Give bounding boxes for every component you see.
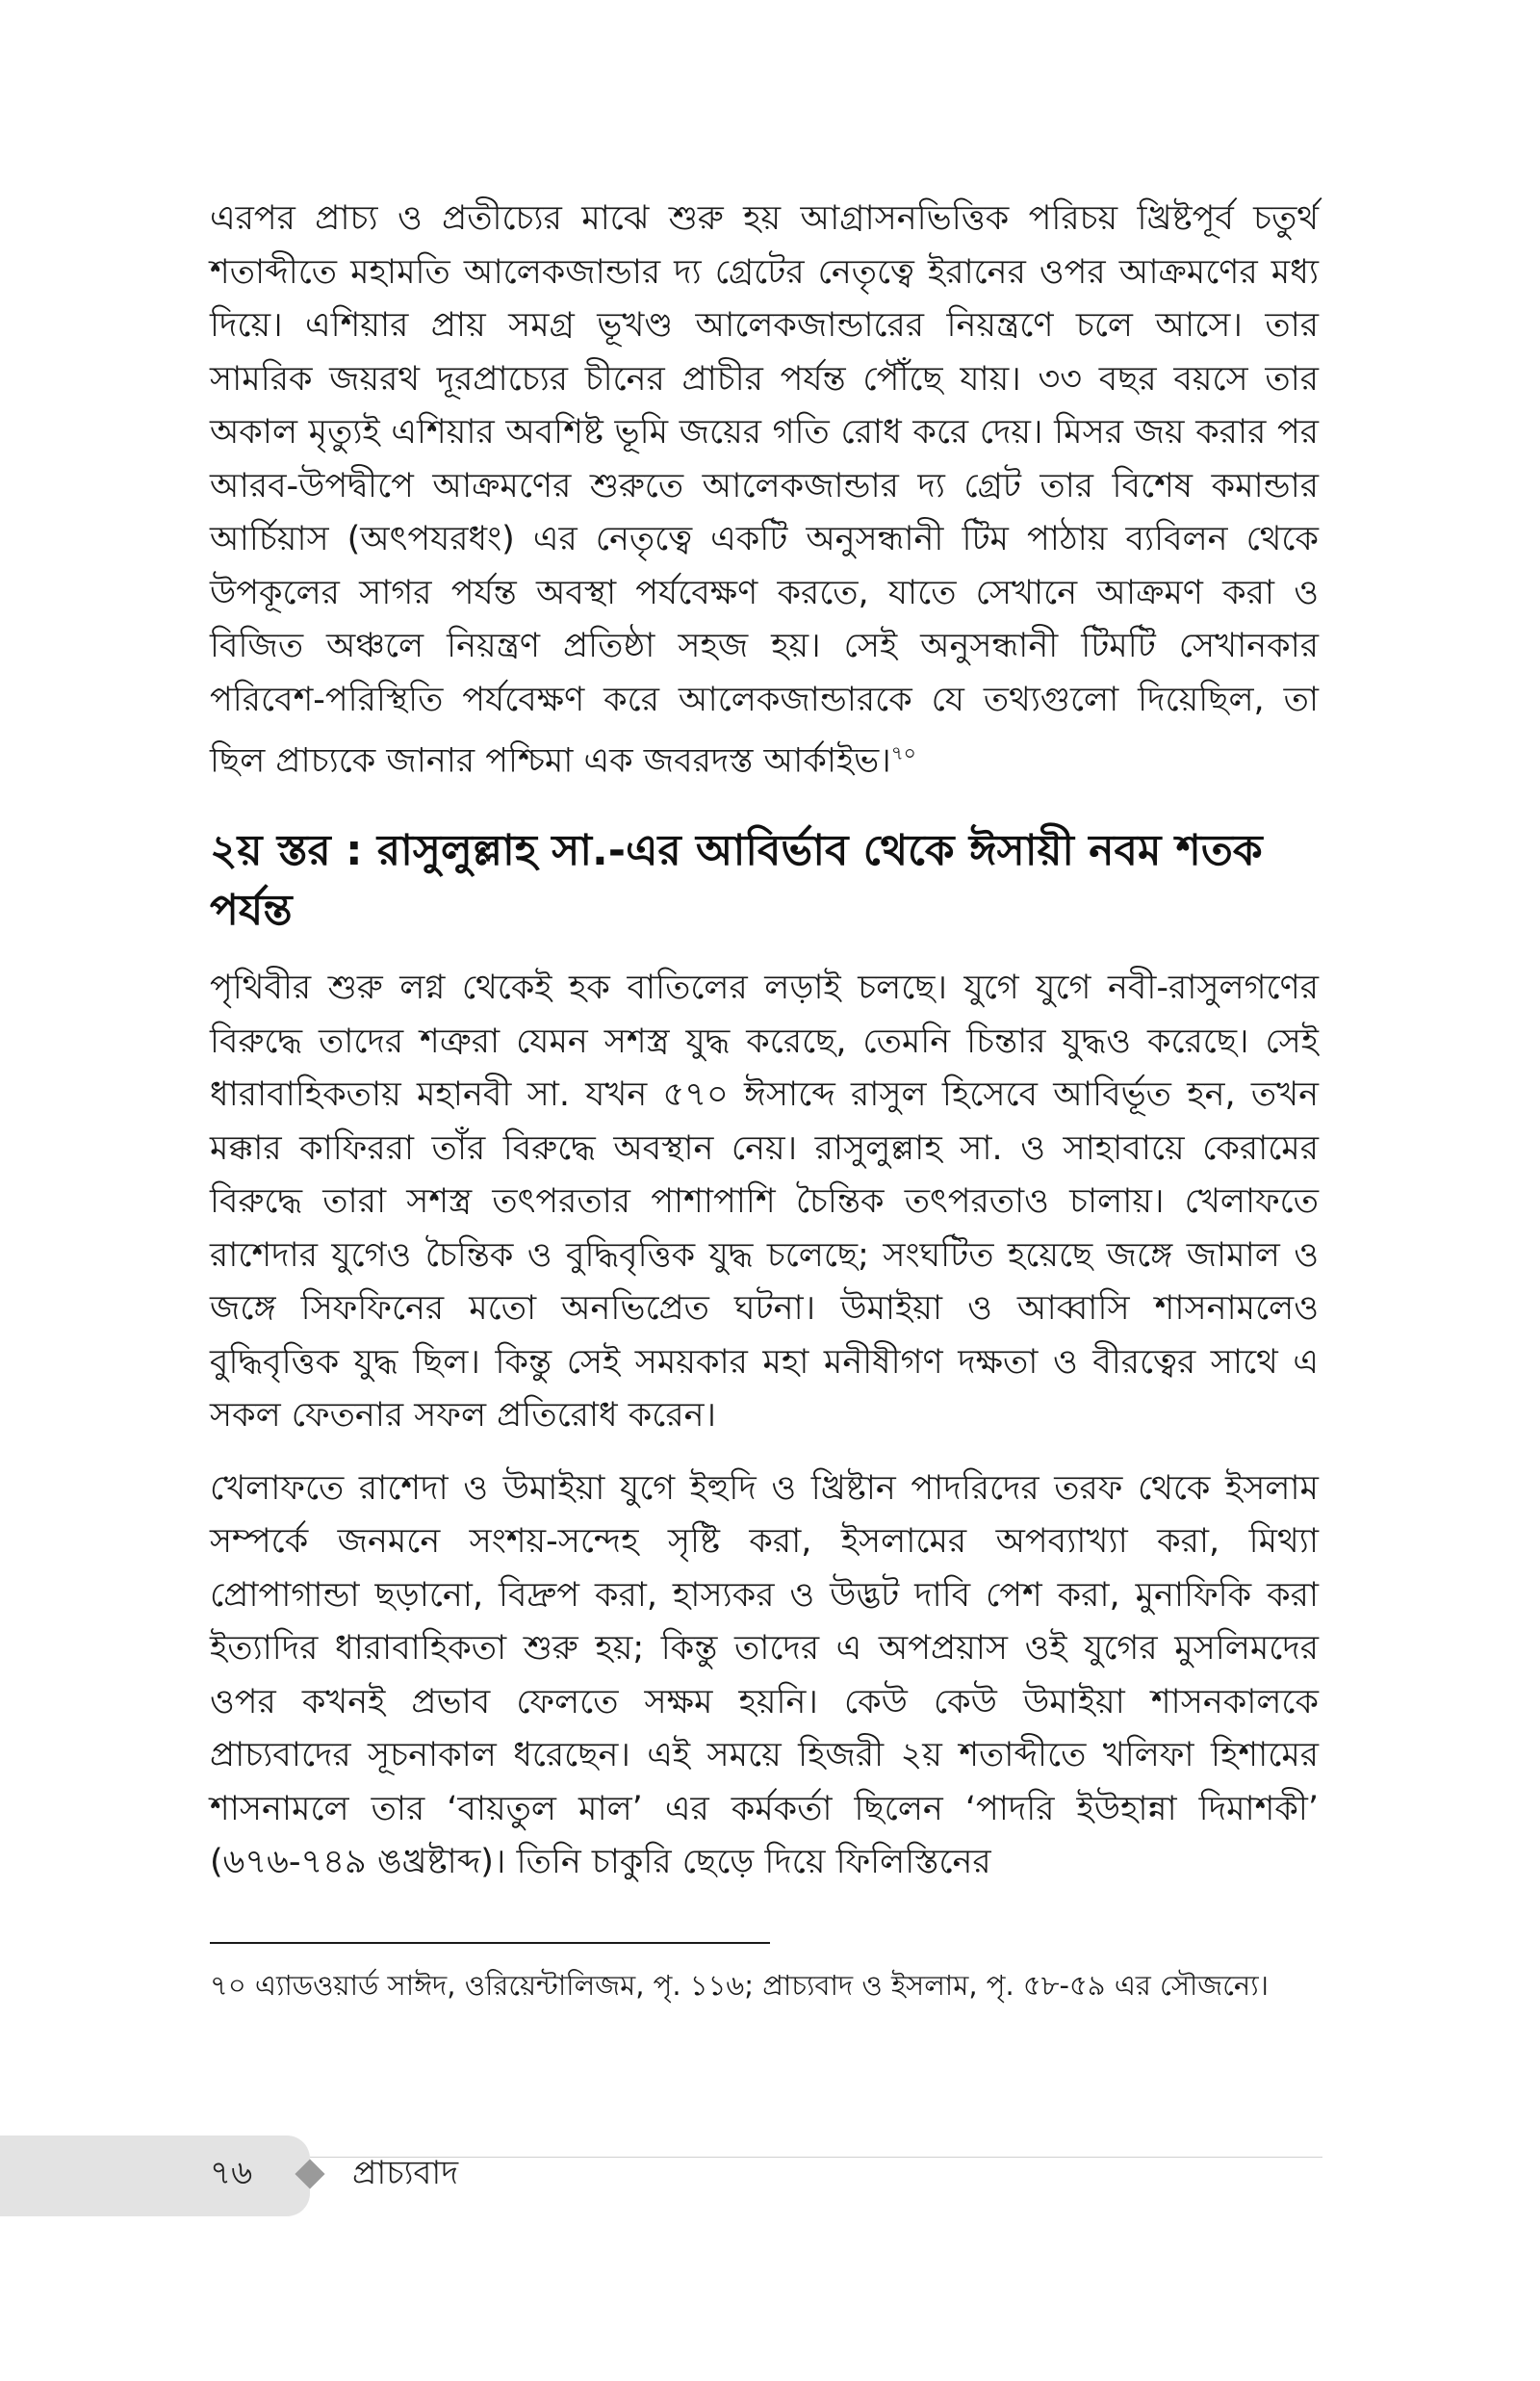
footnote-reference: ৭০ [890,741,916,764]
paragraph-1-text: এরপর প্রাচ্য ও প্রতীচ্যের মাঝে শুরু হয় আগ্রাসনভিত্তিক পরিচয় খ্রিষ্টপূর্ব চতুর্থ শতাব্দীতে মহামতি আলেকজান্ডার দ্য গ্রেটের নেতৃত্বে ইরানের ওপর আক্রমণের মধ্য দিয়ে। এশিয়ার প্রায় সমগ্র ভূখণ্ড আলেকজান্ডারের নিয়ন্ত্রণে চলে আসে। তার সামরিক জয়রথ দূরপ্রাচ্যের চীনের প্রাচীর পর্যন্ত পৌঁছে যায়। ৩৩ বছর বয়সে তার অকাল মৃত্যুই এশিয়ার অবশিষ্ট ভূমি জয়ের গতি রোধ করে দেয়। মিসর জয় করার পর আরব-উপদ্বীপে আক্রমণের শুরুতে আলেকজান্ডার দ্য গ্রেট তার বিশেষ কমান্ডার আর্চিয়াস (অৎপযরধং) এর নেতৃত্বে একটি অনুসন্ধানী টিম পাঠায় ব্যবিলন থেকে উপকূলের সাগর পর্যন্ত অবস্থা পর্যবেক্ষণ করতে, যাতে সেখানে আক্রমণ করা ও বিজিত অঞ্চলে নিয়ন্ত্রণ প্রতিষ্ঠা সহজ হয়। সেই অনুসন্ধানী টিমটি সেখানকার পরিবেশ-পরিস্থিতি পর্যবেক্ষণ করে আলেকজান্ডারকে যে তথ্যগুলো দিয়েছিল, তা ছিল প্রাচ্যকে জানার পশ্চিমা এক জবরদস্ত আর্কাইভ। [210,199,1320,781]
running-title: প্রাচ্যবাদ [352,2154,459,2192]
footnote-divider [210,1942,770,1944]
section-heading: ২য় স্তর : রাসুলুল্লাহ সা.-এর আবির্ভাব থেকে ঈসায়ী নবম শতক পর্যন্ত [210,826,1263,936]
footnote: ৭০ এ্যাডওয়ার্ড সাঈদ, ওরিয়েন্টালিজম, পৃ. ১১৬; প্রাচ্যবাদ ও ইসলাম, পৃ. ৫৮-৫৯ এর সৌজন্যে। [210,1969,1269,2002]
page-number: ৭৬ [210,2154,253,2192]
page-body [210,193,1319,1909]
paragraph-2: পৃথিবীর শুরু লগ্ন থেকেই হক বাতিলের লড়াই চলছে। যুগে যুগে নবী-রাসুলগণের বিরুদ্ধে তাদের শত্রুরা যেমন সশস্ত্র যুদ্ধ করেছে, তেমনি চিন্তার যুদ্ধও করেছে। সেই ধারাবাহিকতায় মহানবী সা. যখন ৫৭০ ঈসাব্দে রাসুল হিসেবে আবির্ভূত হন, তখন মক্কার কাফিররা তাঁর বিরুদ্ধে অবস্থান নেয়। রাসুলুল্লাহ সা. ও সাহাবায়ে কেরামের বিরুদ্ধে তারা সশস্ত্র তৎপরতার পাশাপাশি চৈন্তিক তৎপরতাও চালায়। খেলাফতে রাশেদার যুগেও চৈন্তিক ও বুদ্ধিবৃত্তিক যুদ্ধ চলেছে; সংঘটিত হয়েছে জঙ্গে জামাল ও জঙ্গে সিফফিনের মতো অনভিপ্রেত ঘটনা। উমাইয়া ও আব্বাসি শাসনামলেও বুদ্ধিবৃত্তিক যুদ্ধ ছিল। কিন্তু সেই সময়কার মহা মনীষীগণ দক্ষতা ও বীরত্বের সাথে এ সকল ফেতনার সফল প্রতিরোধ করেন। [210,969,1319,1436]
footer-band [0,2135,310,2216]
paragraph-3: খেলাফতে রাশেদা ও উমাইয়া যুগে ইহুদি ও খ্রিষ্টান পাদরিদের তরফ থেকে ইসলাম সম্পর্কে জনমনে সংশয়-সন্দেহ সৃষ্টি করা, ইসলামের অপব্যাখ্যা করা, মিথ্যা প্রোপাগান্ডা ছড়ানো, বিদ্রুপ করা, হাস্যকর ও উদ্ভট দাবি পেশ করা, মুনাফিকি করা ইত্যাদির ধারাবাহিকতা শুরু হয়; কিন্তু তাদের এ অপপ্রয়াস ওই যুগের মুসলিমদের ওপর কখনই প্রভাব ফেলতে সক্ষম হয়নি। কেউ কেউ উমাইয়া শাসনকালকে প্রাচ্যবাদের সূচনাকাল ধরেছেন। এই সময়ে হিজরী ২য় শতাব্দীতে খলিফা হিশামের শাসনামলে তার ‘বায়তুল মাল’ এর কর্মকর্তা ছিলেন ‘পাদরি ইউহান্না দিমাশকী’ (৬৭৬-৭৪৯ ঙখ্রষ্টাব্দ)। তিনি চাকুরি ছেড়ে দিয়ে ফিলিস্তিনের [210,1468,1319,1882]
paragraph-1 [210,193,1319,789]
footer-divider [310,2157,1322,2158]
